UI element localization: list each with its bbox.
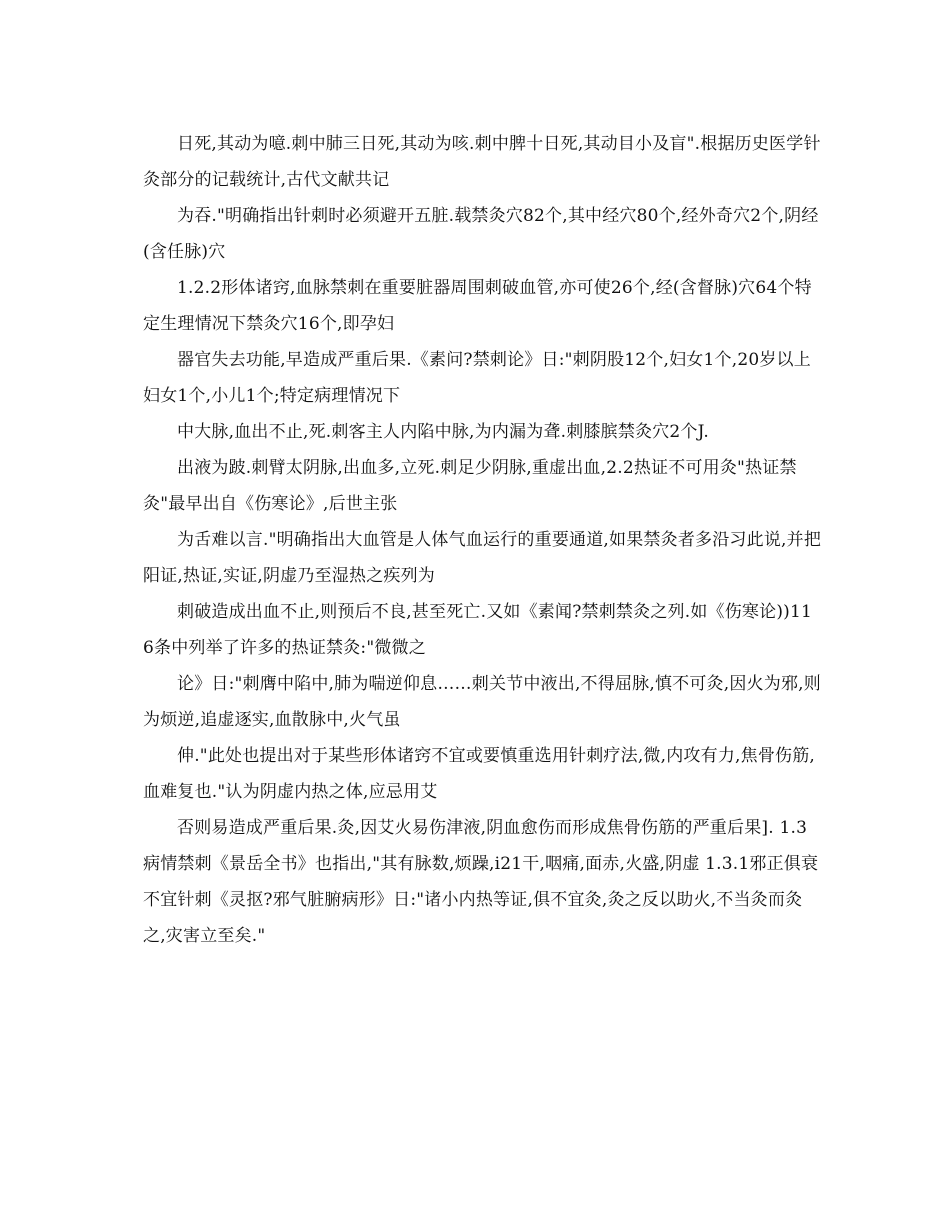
paragraph: 伸."此处也提出对于某些形体诸窍不宜或要慎重选用针刺疗法,微,内攻有力,焦骨伤筋,血难复也."认为阴虚内热之体,应忌用艾 [143, 746, 816, 802]
paragraph: 1.2.2形体诸窍,血脉禁刺在重要脏器周围刺破血管,亦可使26个,经(含督脉)穴64个特定生理情况下禁灸穴16个,即孕妇 [143, 278, 812, 334]
paragraph: 刺破造成出血不止,则预后不良,甚至死亡.又如《素闻?禁刺禁灸之列.如《伤寒论))116条中列举了许多的热证禁灸:"微微之 [143, 602, 813, 658]
document-body [143, 126, 823, 954]
paragraph: 器官失去功能,早造成严重后果.《素问?禁刺论》日:"刺阴股12个,妇女1个,20岁以上妇女1个,小儿1个;特定病理情况下 [143, 350, 811, 406]
paragraph: 为舌难以言."明确指出大血管是人体气血运行的重要通道,如果禁灸者多沿习此说,并把阳证,热证,实证,阴虚乃至湿热之疾列为 [143, 530, 822, 586]
paragraph: 中大脉,血出不止,死.刺客主人内陷中脉,为内漏为聋.刺膝膑禁灸穴2个J. [177, 422, 709, 442]
paragraph: 否则易造成严重后果.灸,因艾火易伤津液,阴血愈伤而形成焦骨伤筋的严重后果]. 1.3病情禁刺《景岳全书》也指出,"其有脉数,烦躁,i21干,咽痛,面赤,火盛,阴虚 1.3.1邪正俱衰不宜针刺《灵抠?邪气脏腑病形》日:"诸小内热等证,俱不宜灸,灸之反以助火,不当灸而灸之,灾害立至矣." [143, 818, 819, 946]
paragraph: 日死,其动为噫.刺中肺三日死,其动为咳.刺中脾十日死,其动目小及盲".根据历史医学针灸部分的记载统计,古代文献共记 [143, 134, 821, 190]
paragraph: 出液为跛.刺臂太阴脉,出血多,立死.刺足少阴脉,重虚出血,2.2热证不可用灸"热证禁灸"最早出自《伤寒论》,后世主张 [143, 458, 797, 514]
paragraph: 论》日:"刺膺中陷中,肺为喘逆仰息……刺关节中液出,不得屈脉,慎不可灸,因火为邪,则为烦逆,追虚逐实,血散脉中,火气虽 [143, 674, 821, 730]
paragraph: 为吞."明确指出针刺时必须避开五脏.载禁灸穴82个,其中经穴80个,经外奇穴2个,阴经(含任脉)穴 [143, 206, 819, 262]
